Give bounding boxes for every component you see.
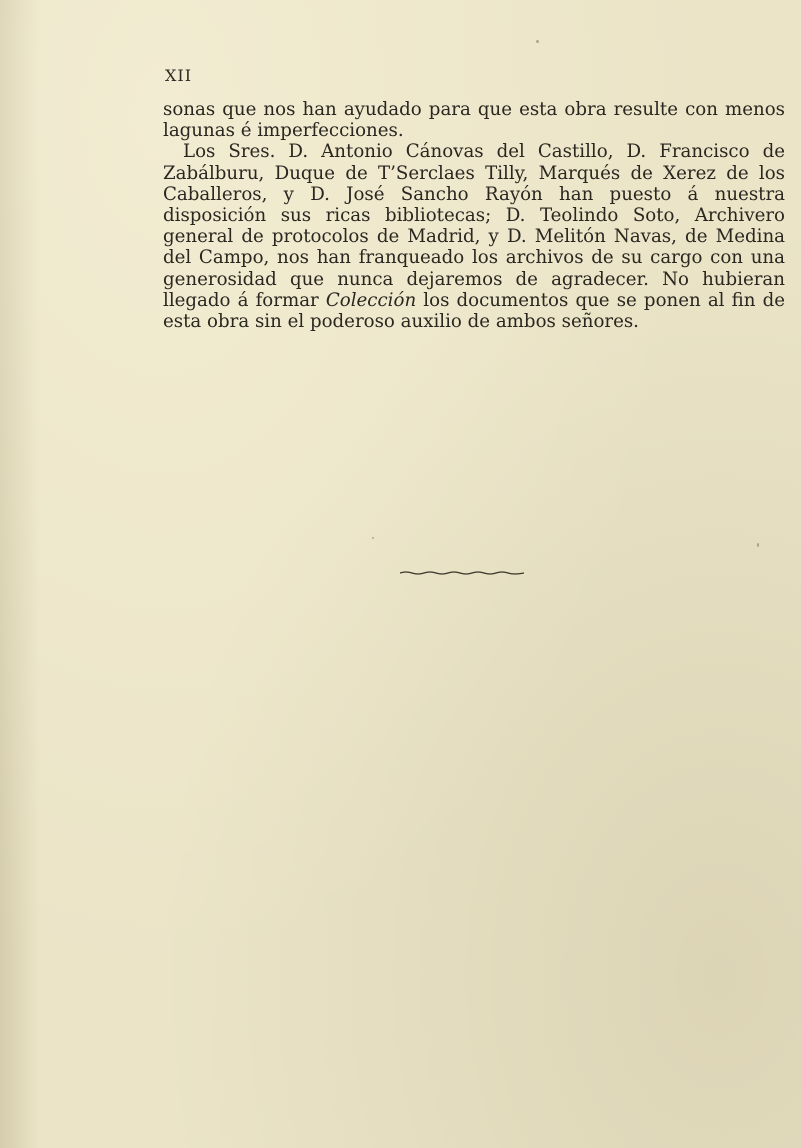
page-number: XII [165, 66, 193, 85]
paper-speck [372, 537, 374, 539]
italic-title: Colección [325, 289, 417, 311]
ornamental-divider [400, 571, 524, 575]
paragraph-acknowledgements [163, 141, 785, 332]
paper-speck [757, 543, 759, 547]
paragraph-text-start: Los Sres. D. Antonio Cánovas del Castillo, D. Francisco de Zabálburu, Duque de T’Serclaes Tilly, Marqués de Xerez de los Caballeros, y D. José Sancho Rayón han puesto á nuestra disposición sus ricas bibliotecas; D. Teolindo Soto, Archivero general de protocolos de Madrid, y D. Melitón Navas, de Medina del Campo, nos han franqueado los archivos de su cargo con una generosidad que nunca dejaremos de agradecer. No hubieran llegado á formar [163, 141, 785, 311]
body-text [163, 99, 785, 332]
paper-speck [536, 40, 539, 43]
paper-speck [258, 325, 260, 327]
paragraph-continuation: sonas que nos han ayudado para que esta obra resulte con menos lagunas é imperfecciones. [163, 99, 785, 142]
paragraph-text-end: los documentos que se ponen al fin de esta obra sin el poderoso auxilio de ambos señores. [163, 289, 785, 333]
